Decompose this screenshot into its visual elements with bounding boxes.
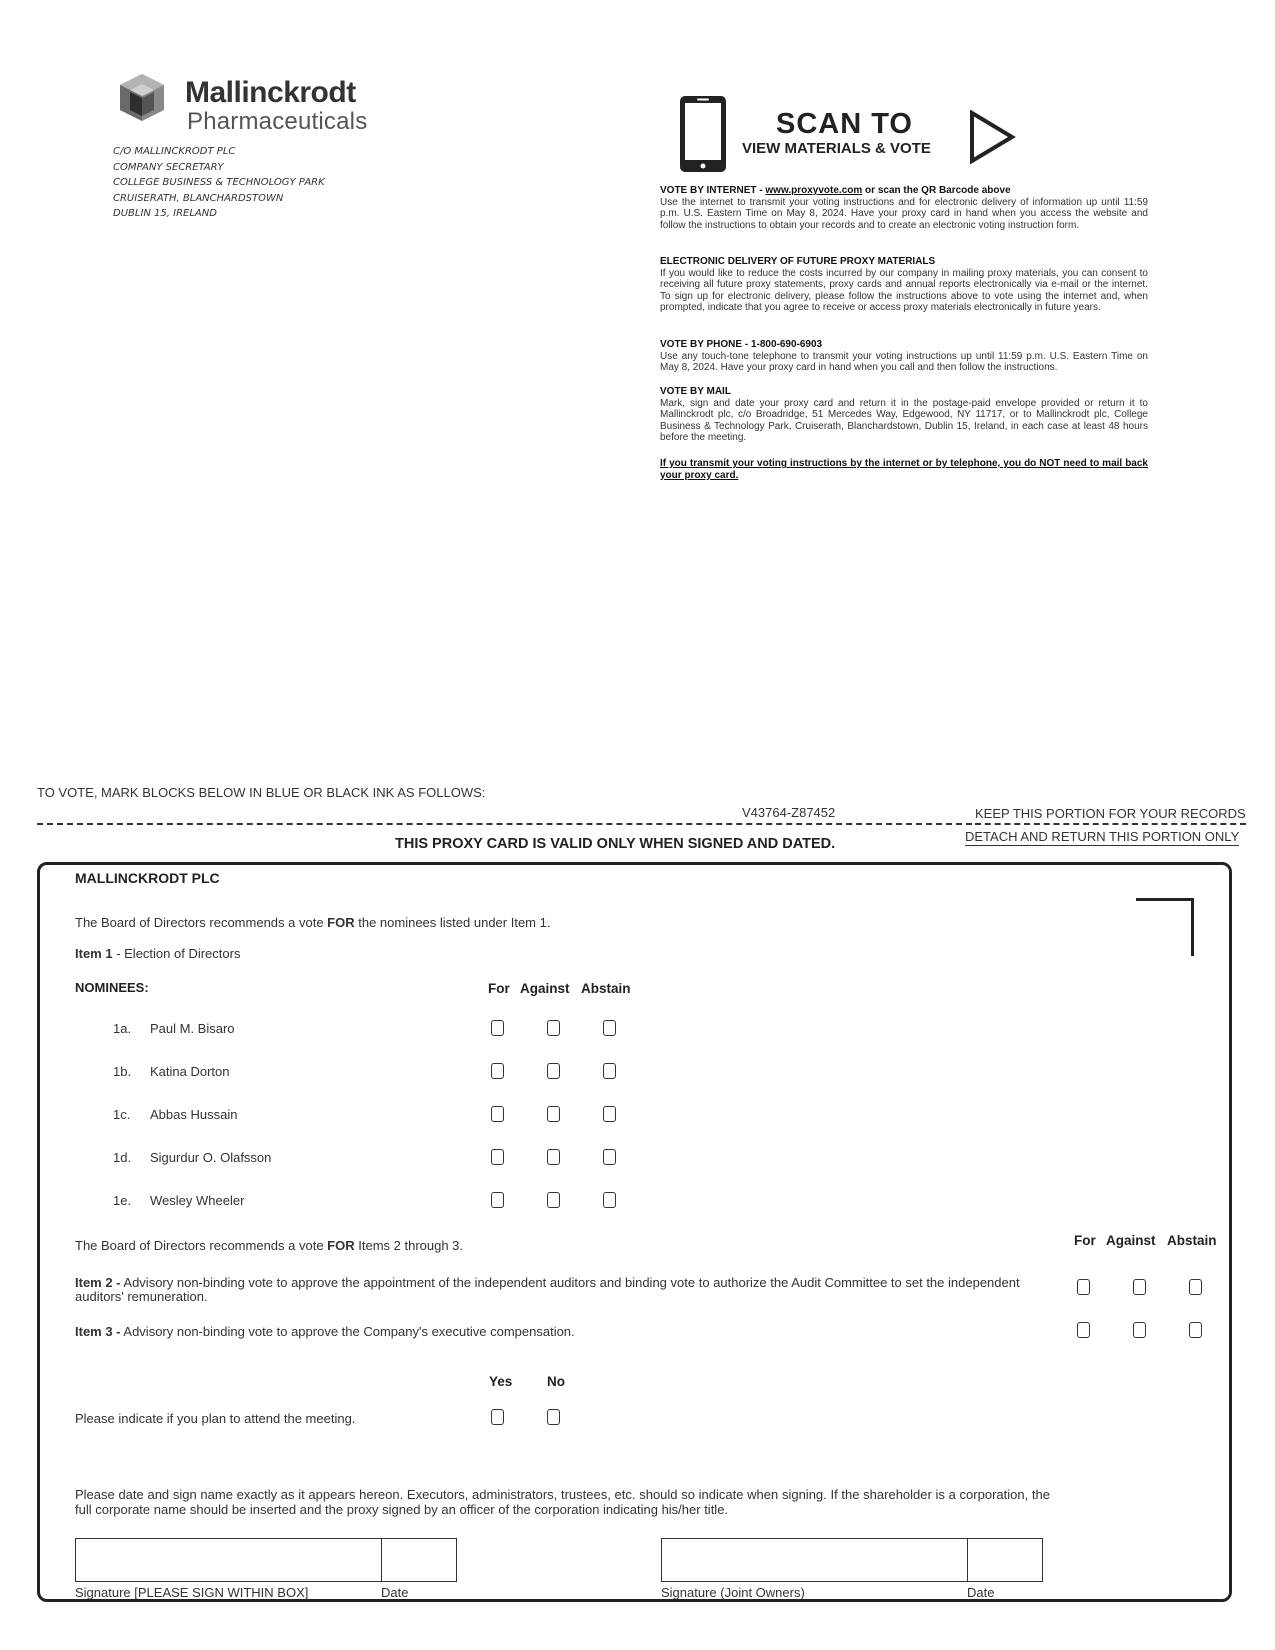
nominee-name: Wesley Wheeler (150, 1193, 245, 1208)
signature-box[interactable] (75, 1538, 457, 1582)
proxyvote-link[interactable]: www.proxyvote.com (765, 185, 863, 196)
vote-by-mail-section (660, 386, 1148, 444)
mail-title: VOTE BY MAIL (660, 386, 731, 397)
joint-signature-label: Signature (Joint Owners) (661, 1585, 805, 1600)
recommendation-items-2-3: The Board of Directors recommends a vote FOR Items 2 through 3. (75, 1238, 464, 1253)
nominees-label: NOMINEES: (75, 980, 149, 995)
nominee-name: Abbas Hussain (150, 1107, 238, 1122)
item1-heading: Item 1 - Election of Directors (75, 946, 241, 961)
nominee-number: 1b. (113, 1064, 132, 1079)
nominee-1d-for-checkbox[interactable] (491, 1149, 504, 1165)
nominee-1c-abstain-checkbox[interactable] (603, 1106, 616, 1122)
internet-body: Use the internet to transmit your voting instructions and for electronic delivery of information up until 11:59 p.m. U.S. Eastern Time on May 8, 2024. Have your proxy card in hand when you access the website and follow the instructions to obtain your records and to create an electronic voting instruction form. (660, 196, 1148, 231)
column-abstain: Abstain (581, 981, 631, 996)
joint-signature-date-divider (967, 1538, 968, 1582)
vote-ink-instruction: TO VOTE, MARK BLOCKS BELOW IN BLUE OR BLACK INK AS FOLLOWS: (37, 785, 486, 800)
phone-body: Use any touch-tone telephone to transmit your voting instructions up until 11:59 p.m. U.S. Eastern Time on May 8, 2024. Have your proxy card in hand when you call and then follow the instructions. (660, 350, 1148, 374)
attend-meeting-question: Please indicate if you plan to attend the meeting. (75, 1411, 356, 1426)
scan-to-title: SCAN TO (776, 108, 913, 140)
item2-for-checkbox[interactable] (1077, 1279, 1090, 1295)
mallinckrodt-logo-icon (116, 72, 168, 122)
nominee-1d-abstain-checkbox[interactable] (603, 1149, 616, 1165)
nominee-1a-for-checkbox[interactable] (491, 1020, 504, 1036)
date-label: Date (381, 1585, 409, 1600)
nominee-1b-against-checkbox[interactable] (547, 1063, 560, 1079)
signature-label: Signature [PLEASE SIGN WITHIN BOX] (75, 1585, 309, 1600)
no-mail-note: If you transmit your voting instructions by the internet or by telephone, you do NOT need to mail back your proxy card. (660, 458, 1148, 481)
attend-yes-checkbox[interactable] (491, 1409, 504, 1425)
control-number: V43764-Z87452 (742, 805, 836, 820)
nominee-1d-against-checkbox[interactable] (547, 1149, 560, 1165)
logo-subtitle: Pharmaceuticals (187, 108, 368, 135)
item3-for-checkbox[interactable] (1077, 1322, 1090, 1338)
vote-by-internet-section (660, 185, 1148, 231)
nominee-1e-for-checkbox[interactable] (491, 1192, 504, 1208)
nominee-number: 1c. (113, 1107, 131, 1122)
edelivery-body: If you would like to reduce the costs incurred by our company in mailing proxy materials, you can consent to receiving all future proxy statements, proxy cards and annual reports electronically via e-mail or the internet. To sign up for electronic delivery, please follow the instructions above to vote using the internet and, when prompted, indicate that you agree to receive or access proxy materials electronically in future years. (660, 267, 1148, 314)
address-line: DUBLIN 15, IRELAND (113, 208, 217, 219)
signature-date-divider (381, 1538, 382, 1582)
joint-signature-box[interactable] (661, 1538, 1043, 1582)
internet-title: VOTE BY INTERNET - (660, 185, 766, 196)
address-line: CRUISERATH, BLANCHARDSTOWN (113, 192, 284, 204)
nominee-number: 1a. (113, 1021, 132, 1036)
attend-no-checkbox[interactable] (547, 1409, 560, 1425)
joint-date-label: Date (967, 1585, 995, 1600)
signing-instructions: Please date and sign name exactly as it appears hereon. Executors, administrators, trustees, etc. should so indicate when signing. If the shareholder is a corporation, the full corporate name should be inserted and the proxy signed by an officer of the corporation indicating his/her title. (75, 1487, 1050, 1517)
item2-against-checkbox[interactable] (1133, 1279, 1146, 1295)
phone-title: VOTE BY PHONE - 1-800-690-6903 (660, 339, 823, 350)
nominee-1a-abstain-checkbox[interactable] (603, 1020, 616, 1036)
column-for-items: For (1074, 1233, 1096, 1248)
item3-text: Item 3 - Advisory non-binding vote to approve the Company's executive compensation. (75, 1324, 575, 1339)
mail-body: Mark, sign and date your proxy card and return it in the postage-paid envelope provided or return it to Mallinckrodt plc, c/o Broadridge, 51 Mercedes Way, Edgewood, NY 11717, or to Mallinckrodt plc, College Business & Technology Park, Cruiserath, Blanchardstown, Dublin 15, Ireland, in each case at least 48 hours before the meeting. (660, 397, 1148, 444)
nominee-1e-abstain-checkbox[interactable] (603, 1192, 616, 1208)
smartphone-icon (678, 94, 728, 174)
valid-notice: THIS PROXY CARD IS VALID ONLY WHEN SIGNED AND DATED. (395, 836, 836, 852)
corner-registration-mark (1136, 898, 1194, 956)
column-for: For (488, 981, 510, 996)
nominee-number: 1d. (113, 1150, 132, 1165)
nominee-number: 1e. (113, 1193, 132, 1208)
nominee-1a-against-checkbox[interactable] (547, 1020, 560, 1036)
nominee-name: Paul M. Bisaro (150, 1021, 235, 1036)
detach-return-label: DETACH AND RETURN THIS PORTION ONLY (965, 829, 1240, 844)
logo-name: Mallinckrodt (185, 76, 356, 109)
address-line: C/O MALLINCKRODT PLC (113, 146, 236, 157)
nominee-1b-for-checkbox[interactable] (491, 1063, 504, 1079)
nominee-1c-against-checkbox[interactable] (547, 1106, 560, 1122)
scan-to-subtitle: VIEW MATERIALS & VOTE (742, 140, 931, 157)
nominee-name: Katina Dorton (150, 1064, 230, 1079)
internet-title-suffix: or scan the QR Barcode above (862, 185, 1011, 196)
recommendation-item1: The Board of Directors recommends a vote FOR the nominees listed under Item 1. (75, 915, 551, 930)
nominee-1c-for-checkbox[interactable] (491, 1106, 504, 1122)
column-abstain-items: Abstain (1167, 1233, 1217, 1248)
address-line: COMPANY SECRETARY (113, 161, 224, 173)
item2-text: Item 2 - Advisory non-binding vote to approve the appointment of the independent auditors and binding vote to authorize the Audit Committee to set the independent auditors' remuneration. (75, 1275, 1020, 1304)
item3-against-checkbox[interactable] (1133, 1322, 1146, 1338)
column-against: Against (520, 981, 570, 996)
column-yes: Yes (489, 1374, 513, 1389)
vote-by-phone-section (660, 339, 1148, 374)
edelivery-title: ELECTRONIC DELIVERY OF FUTURE PROXY MATERIALS (660, 256, 936, 267)
item3-abstain-checkbox[interactable] (1189, 1322, 1202, 1338)
detach-line (37, 823, 972, 825)
keep-portion-label: KEEP THIS PORTION FOR YOUR RECORDS (975, 806, 1246, 825)
column-against-items: Against (1106, 1233, 1156, 1248)
column-no: No (547, 1374, 565, 1389)
nominee-1e-against-checkbox[interactable] (547, 1192, 560, 1208)
return-address (113, 144, 325, 222)
address-line: COLLEGE BUSINESS & TECHNOLOGY PARK (113, 177, 325, 188)
play-arrow-icon (968, 110, 1016, 164)
item2-abstain-checkbox[interactable] (1189, 1279, 1202, 1295)
card-company-name: MALLINCKRODT PLC (75, 870, 220, 886)
nominee-1b-abstain-checkbox[interactable] (603, 1063, 616, 1079)
nominee-name: Sigurdur O. Olafsson (150, 1150, 272, 1165)
electronic-delivery-section (660, 256, 1148, 314)
